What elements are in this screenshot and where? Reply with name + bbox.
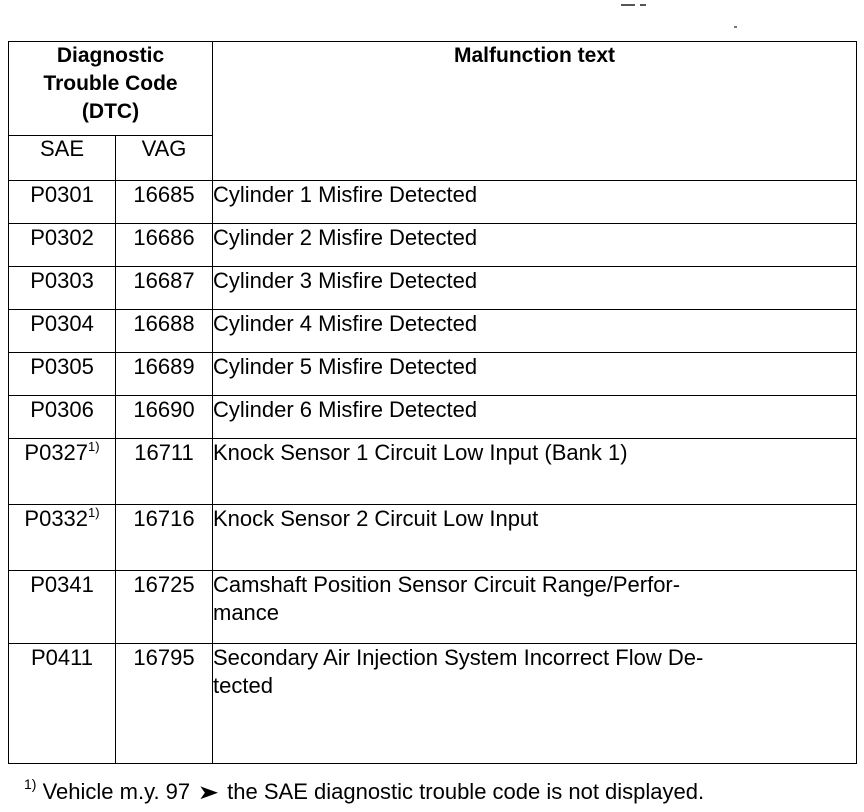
vag-code: 16690 (116, 396, 213, 439)
malfunction-text: Cylinder 1 Misfire Detected (213, 181, 857, 224)
footnote-marker: 1) (88, 505, 100, 520)
sae-code: P0301 (9, 181, 116, 224)
vag-code: 16725 (116, 571, 213, 644)
vag-code: 16795 (116, 644, 213, 764)
vag-code: 16688 (116, 310, 213, 353)
malfunction-text: Cylinder 4 Misfire Detected (213, 310, 857, 353)
malfunction-text-line: tected (213, 673, 273, 698)
vag-code: 16686 (116, 224, 213, 267)
table-row (9, 310, 857, 353)
malfunction-text (213, 571, 857, 644)
table-row (9, 267, 857, 310)
arrow-right-icon: ➤ (197, 782, 220, 804)
vag-code: 16687 (116, 267, 213, 310)
sae-code: P0306 (9, 396, 116, 439)
malfunction-text: Cylinder 3 Misfire Detected (213, 267, 857, 310)
dtc-header (9, 42, 213, 136)
dtc-header-line: (DTC) (81, 100, 140, 123)
scan-speck (640, 4, 646, 6)
malfunction-text-line: Secondary Air Injection System Incorrect Flow De- (213, 645, 704, 670)
malfunction-text: Knock Sensor 1 Circuit Low Input (Bank 1) (213, 439, 857, 505)
sae-code: P0304 (9, 310, 116, 353)
sae-code-cell (9, 505, 116, 571)
table-row (9, 505, 857, 571)
scan-speck (621, 4, 635, 6)
malfunction-text-line: Camshaft Position Sensor Circuit Range/Perfor- (213, 572, 681, 597)
sae-code: P0327 (24, 440, 89, 465)
malfunction-text-header: Malfunction text (213, 42, 857, 181)
malfunction-text: Cylinder 2 Misfire Detected (213, 224, 857, 267)
table-row (9, 353, 857, 396)
dtc-header-line: Trouble Code (43, 72, 178, 95)
footnote-marker: 1) (88, 439, 100, 454)
scan-speck (734, 26, 737, 28)
sae-code: P0411 (9, 644, 116, 764)
vag-code: 16716 (116, 505, 213, 571)
dtc-header-line: Diagnostic (56, 44, 165, 67)
footnote (24, 778, 704, 807)
vag-column-header: VAG (116, 136, 213, 181)
footnote-marker: 1) (24, 776, 37, 792)
sae-code: P0341 (9, 571, 116, 644)
sae-code: P0332 (24, 506, 89, 531)
malfunction-text: Cylinder 6 Misfire Detected (213, 396, 857, 439)
malfunction-text-line: mance (213, 600, 280, 625)
footnote-text: Vehicle m.y. 97 (42, 779, 191, 804)
vag-code: 16685 (116, 181, 213, 224)
vag-code: 16711 (116, 439, 213, 505)
table-row (9, 396, 857, 439)
sae-code: P0303 (9, 267, 116, 310)
footnote-text: the SAE diagnostic trouble code is not displayed. (227, 779, 705, 804)
vag-code: 16689 (116, 353, 213, 396)
table-row (9, 224, 857, 267)
sae-code-cell (9, 439, 116, 505)
malfunction-text: Knock Sensor 2 Circuit Low Input (213, 505, 857, 571)
table-row (9, 644, 857, 764)
dtc-table (8, 41, 857, 764)
sae-column-header: SAE (9, 136, 116, 181)
sae-code: P0305 (9, 353, 116, 396)
table-row (9, 571, 857, 644)
malfunction-text: Cylinder 5 Misfire Detected (213, 353, 857, 396)
sae-code: P0302 (9, 224, 116, 267)
malfunction-text (213, 644, 857, 764)
table-row (9, 439, 857, 505)
table-row (9, 181, 857, 224)
